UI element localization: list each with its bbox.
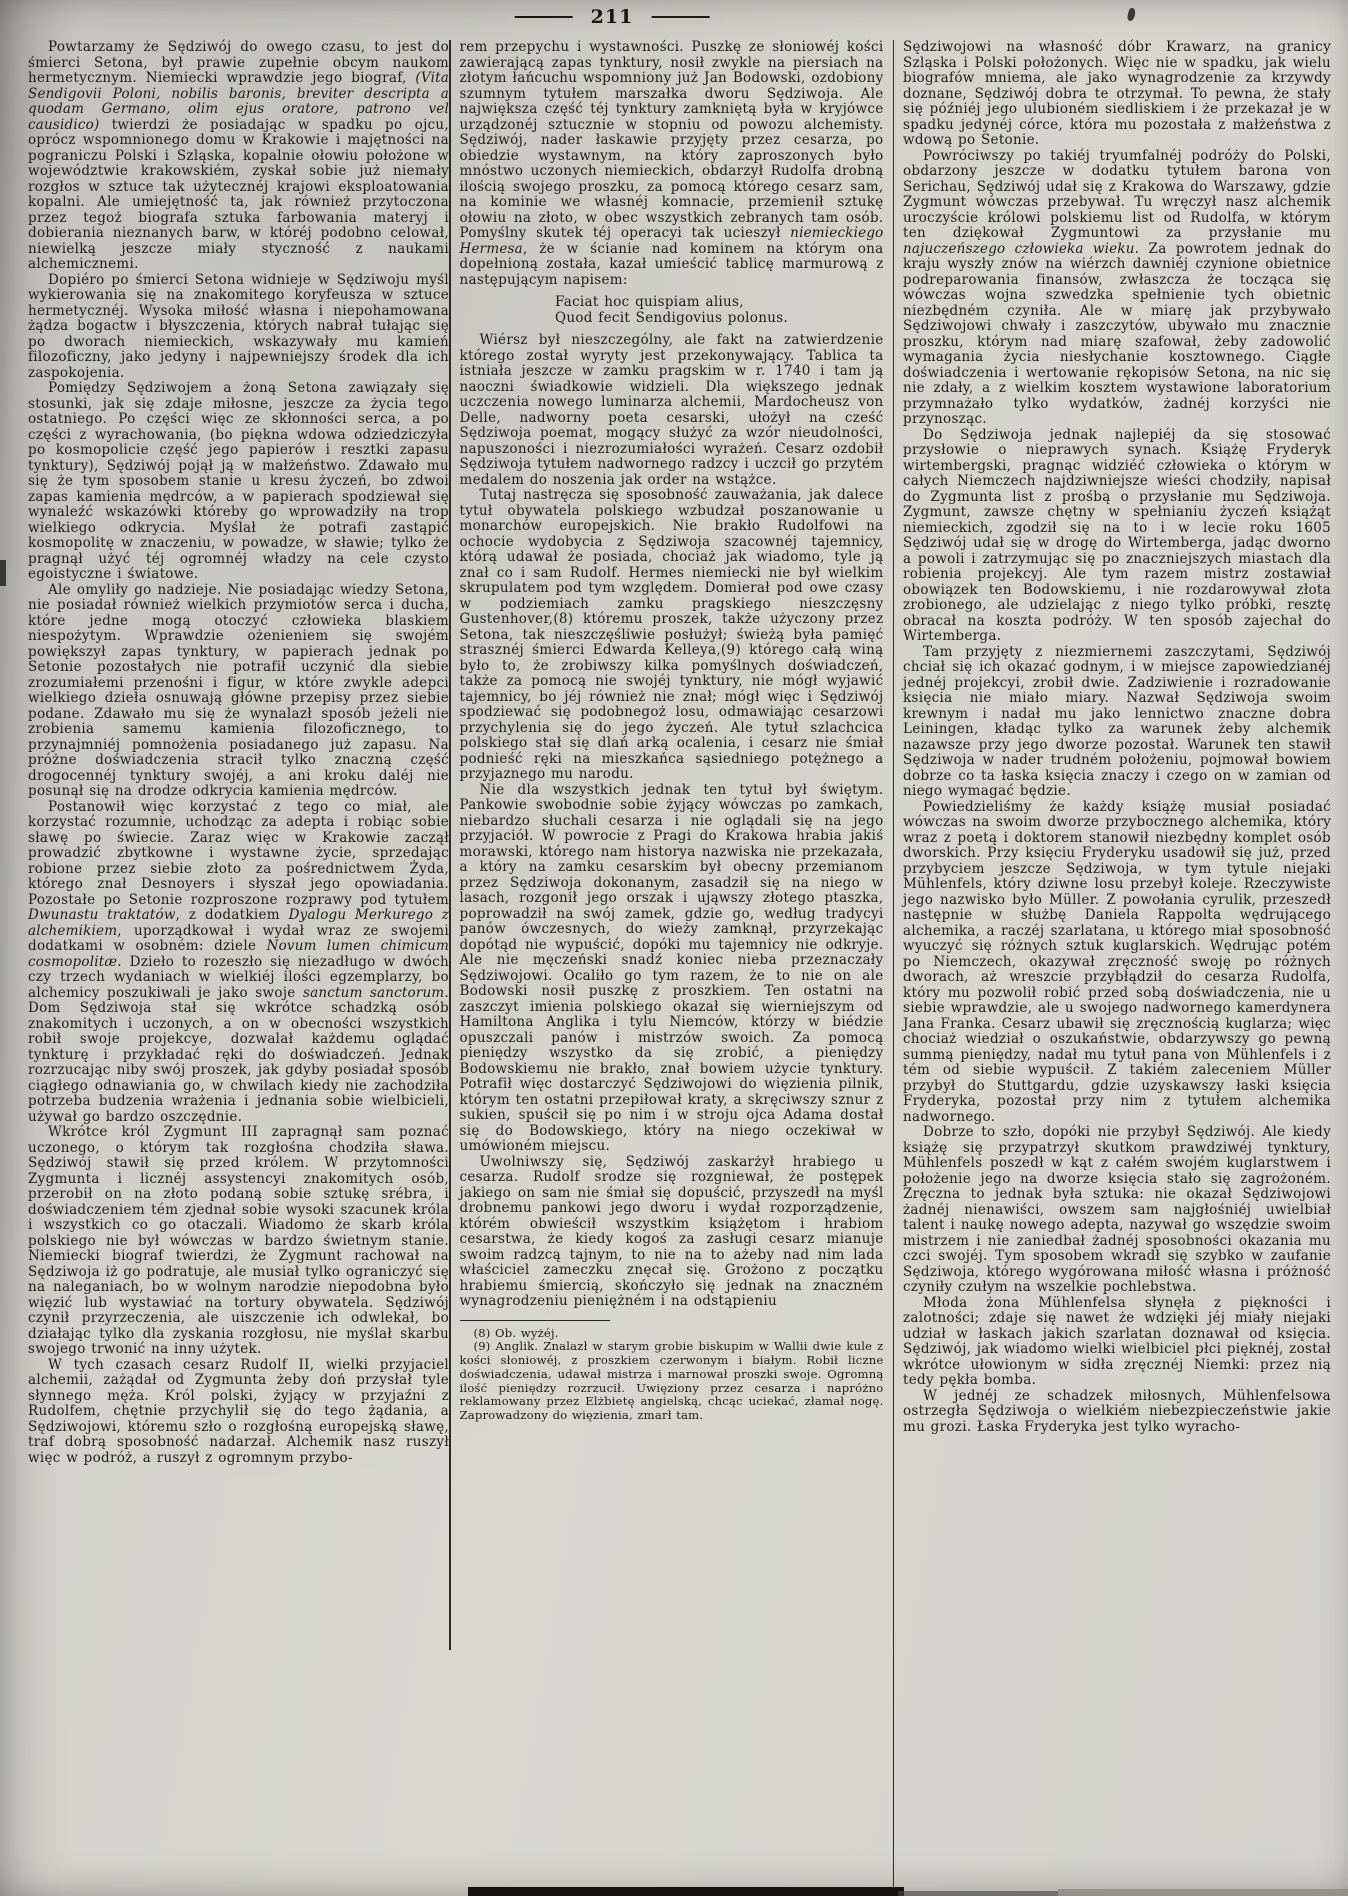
italic-text-run: (Vita Sendigovii Poloni, nobilis baronis, breviter descripta a quodam Germano, olim ejus oratore, patrono vel causidico) [28, 70, 449, 133]
paragraph [903, 1125, 1331, 1296]
paragraph [903, 645, 1331, 800]
paragraph [903, 149, 1331, 428]
scan-artifact [898, 1891, 1058, 1896]
paragraph [460, 488, 884, 783]
ink-speck [1127, 7, 1137, 21]
text-run: Do Sędziwoja jednak najlepiéj da się stosować przysłowie o nieprawych synach. Książę Fryderyk wirtembergski, pragnąc widziéć człowieka o którym w całych Niemczech najdziwniejsze wieści chodziły, napisał do Zygmunta list z prośbą o przysłanie mu Sędziwoja. Zygmunt, zawsze chętny w spełnianiu życzeń książąt niemieckich, zgodził się na to i w lecie roku 1605 Sędziwój udał się w drogę do Wirtemberga, jadąc dworno a powoli i zatrzymując się po znaczniejszych miastach dla robienia projekcyj. Ale tym razem mistrz zostawiał obowiązek ten Bodowskiemu, i nie rozdarowywał złota zrobionego, ale udzielając z niego tylko próbki, resztę obracał na koszta podróży. W ten sposób zajechał do Wirtemberga. [903, 426, 1331, 644]
text-run: Dobrze to szło, dopóki nie przybył Sędziwój. Ale kiedy książę się przypatrzył skutkom prawdziwéj tynktury, Mühlenfels poszedł w kąt z całém swojém kuglarstwem i położenie jego na dworze księcia stało się zagrożoném. Zręczna to jednak była sztuka: nie okazał Sędziwojowi żadnéj nienawiści, owszem sam najgłośniéj uwielbiał talent i naukę nowego adepta, nazywał go wszędzie swoim mistrzem i nie zaniedbał żadnéj sposobności okazania mu czci swojéj. Tym sposobem wkradł się szybko w zaufanie Sędziwoja, którego wygórowana miłość własna i próżność czyniły czułym na wszelkie pochlebstwa. [903, 1124, 1331, 1295]
text-run: , że w ścianie nad kominem na którym ona dopełnioną została, kazał umieścić tablicę marmurową z następującym napisem: [459, 240, 884, 288]
text-columns [28, 40, 1331, 1890]
paragraph [28, 800, 449, 1126]
text-run: . Za powrotem jednak do kraju wyszły znów na wiérzch dawniéj czynione obietnice podreparowania finansów, zwłaszcza że tocząca się wówczas wojna szwedzka spełnienie tych obietnic niezbędném czyniła. Ale w miarę jak przybywało Sędziwojowi chwały i zaszczytów, ubywało mu znacznie proszku, którym nad miarę szafował, żeby zadowolić wymagania życia niesłychanie kosztownego. Ciągłe doświadczenia i wertowanie rękopisów Setona, na nic się nie zdały, a z wielkim kosztem wystawione laboratorium przymnażało tylko wydatków, żadnéj korzyści nie przynosząc. [903, 240, 1331, 427]
text-run: Powtarzamy że Sędziwój do owego czasu, to jest do śmierci Setona, był prawie zupełnie obcym naukom hermetycznym. Niemiecki wprawdzie jego biograf, [28, 39, 449, 86]
header-rule-right [651, 16, 709, 18]
text-column-1 [28, 40, 449, 1466]
text-run: Tam przyjęty z niezmiernemi zaszczytami, Sędziwój chciał się ich okazać godnym, i w miejsce zapowiedzianéj jednéj projekcyi, zrobił dwie. Zadziwienie i rozradowanie księcia nie miało miary. Nazwał Sędziwoja swoim krewnym i nadał mu jako lennictwo znaczne dobra Leiningen, kładąc tylko za warunek żeby alchemik nazawsze przy jego dworze pozostał. Warunek ten stawił Sędziwoja w nader trudném położeniu, pojmował bowiem dobrze co ta łaska księcia znaczy i czego on w zamian od niego wymagać będzie. [903, 643, 1331, 799]
text-run: Powiedzieliśmy że każdy książę musiał posiadać wówczas na swoim dworze przybocznego alchemika, który wraz z poetą i doktorem stanowił niezbędny komplet osób dworskich. Przy księciu Fryderyku usadowił się już, przed przybyciem jeszcze Sędziwoja, w tym tytule niejaki Mühlenfels, który dziwne losu przebył koleje. Rzeczywiste jego nazwisko było Müller. Z powołania cyrulik, przeszedł następnie w służbę Daniela Rappolta wędrującego alchemika, a raczéj szarlatana, u którego miał sposobność wyuczyć się różnych sztuk kuglarskich. Wędrując potém po Niemczech, okazywał zręczność swoję po różnych dworach, aż wreszcie przybłądził do cesarza Rudolfa, który mu pozwolił robić przed sobą doświadczenia, nie u siebie wprawdzie, ale u swojego nadwornego kamerdynera Jana Franka. Cesarz ubawił się zręcznością kuglarza; więc chociaż wiedział o oszukaństwie, obdarzywszy go pewną summą pieniędzy, nadał mu tytuł pana von Mühlenfels i z tém od siebie wypuścił. Z takiém zaleceniem Müller przybył do Stuttgardu, gdzie uzyskawszy łaski księcia Fryderyka, pozostał przy nim z tytułem alchemika nadwornego. [903, 798, 1331, 1125]
text-run: Tutaj nastręcza się sposobność zauważania, jak dalece tytuł obywatela polskiego wzbudzał poszanowanie u monarchów europejskich. Nie brakło Rudolfowi na ochocie wydobycia z Sędziwoja szacownéj tajemnicy, którą udawał że posiada, chociaż jak wiadomo, tyle ją znał co i sam Rudolf. Hermes niemiecki nie był wielkim skrupulatem pod tym względem. Domierał pod owe czasy w podziemiach zamku pragskiego nieszczęsny Gustenhover,(8) któremu proszek, także użyczony przez Setona, tak nieszczęśliwie posłużył; świeżą była pamięć strasznéj śmierci Edwarda Kelleya,(9) którego całą winą było to, że zrobiwszy kilka pomyślnych doświadczeń, także za pomocą nie swojéj tynktury, nie mógł wyjawić tajemnicy, bo jéj również nie znał; mógł więc i Sędziwój spodziewać się podobnegoż losu, odmawiając cesarzowi przychylenia się do jego życzeń. Ale tytuł szlachcica polskiego stał się dlań arką ocalenia, i cesarz nie śmiał podnieść ręki na mieszkańca sąsiedniego potężnego a przyjaznego mu narodu. [459, 487, 884, 782]
italic-text-run: sanctum sanctorum [303, 984, 445, 1001]
page-number: 211 [590, 6, 634, 28]
footnote-rule [460, 1320, 610, 1321]
text-run: Sędziwojowi na własność dóbr Krawarz, na granicy Szląska i Polski położonych. Więc nie w spadku, jak wielu biografów mniema, ale jako wynagrodzenie za krzywdy doznane, Sędziwój dobra te otrzymał. To pewna, że stały się późniéj jego ulubioném siedliskiem i że przekazał je w spadku jedynéj córce, która mu pozostała z małżeństwa z wdową po Setonie. [903, 39, 1331, 148]
verse-line: Quod fecit Sendigovius polonus. [554, 309, 789, 326]
text-run: Młoda żona Mühlenfelsa słynęła z piękności i zalotności; zdaje się nawet że wdzięki jéj miały niejaki udział w łaskach jakich szarlatan doznawał od księcia. Sędziwój, jak wiadomo wielki wielbiciel płci pięknéj, został wkrótce ułowionym w sidła zręcznéj Niemki: przez nią tedy pękła bomba. [903, 1294, 1331, 1388]
italic-text-run: Dyalogu Merkurego z alchemikiem [28, 907, 449, 939]
scan-artifact [1058, 1889, 1348, 1896]
verse-line: Faciat hoc quispiam alius, [554, 294, 744, 310]
paragraph [28, 1125, 449, 1358]
text-run: , uporządkował i wydał wraz ze swojemi dodatkami w osobném: dziele [28, 922, 449, 954]
text-run: W jednéj ze schadzek miłosnych, Mühlenfelsowa ostrzegła Sędziwoja o wielkiém niebezpieczeństwie jakie mu grozi. Łaska Fryderyka jest tylko wyracho- [903, 1387, 1331, 1435]
footnote [460, 1340, 884, 1423]
paragraph [903, 1296, 1331, 1389]
text-run: (8) Ob. wyżéj. [473, 1325, 559, 1340]
paragraph [460, 1155, 884, 1310]
paragraph [460, 333, 884, 488]
italic-text-run: niemieckiego Hermesa [459, 225, 884, 257]
paragraph [28, 40, 449, 273]
text-run: Wiérsz był nieszczególny, ale fakt na zatwierdzenie którego został wyryty jest przekonywający. Tablica ta istniała jeszcze w zamku pragskim w r. 1740 i tam ją naoczni świadkowie widzieli. Dla większego jednak uczczenia nowego luminarza alchemii, Mardocheusz von Delle, nadworny poeta cesarski, ułożył na cześć Sędziwoja poemat, mogący służyć za wzór nieudolności, napuszoności i niezrozumiałości wyrażeń. Cesarz ozdobił Sędziwoja tytułem nadwornego radzcy i uczcił go przytém medalem do noszenia jak order na wstążce. [459, 332, 884, 488]
text-column-2 [451, 40, 893, 1423]
scan-artifact [468, 1887, 904, 1896]
paragraph [28, 273, 449, 382]
text-run: rem przepychu i wystawności. Puszkę ze słoniowéj kości zawierającą zapas tynktury, nosił zwykle na piersiach na złotym łańcuchu wspomniony już Jan Bodowski, ozdobiony szumnym tytułem marszałka dworu Sędziwoja. Ale największa część téj tynktury zamkniętą była w kryjówce urządzonéj sztucznie w stopniu od powozu alchemisty. Sędziwój, nader łaskawie przyjęty przez cesarza, po obiedzie wystawnym, na który zaproszonych było mnóstwo uczonych niemieckich, obdarzył Rudolfa drobną ilością swojego proszku, za pomocą którego cesarz sam, na kominie we własnéj komnacie, przemienił sztukę ołowiu na złoto, w obec wszystkich zebranych tam osób. Pomyślny skutek téj operacyi tak ucieszył [459, 39, 884, 241]
paragraph [903, 428, 1331, 645]
text-run: Ale omyliły go nadzieje. Nie posiadając wiedzy Setona, nie posiadał również wielkich przymiotów serca i ducha, które jedne mogą otoczyć człowieka blaskiem niespożytym. Wprawdzie ożenieniem się swojém powiększył zapas tynktury, w papierach jednak po Setonie pozostałych nie potrafił uczynić dla siebie zrozumiałemi przenośni i figur, w które zwykle adepci wielkiego dzieła osnuwają główne przepisy przez siebie podane. Zdawało mu się że wynalazł sposób jeżeli nie zrobienia samemu kamienia filozoficznego, to przynajmniéj pomnożenia posiadanego już zapasu. Na próżne doświadczenia stracił tylko znaczną część drogocennéj tynktury swojéj, a ani kroku daléj nie posunął się na drodze odkrycia kamienia mędrców. [28, 581, 449, 799]
paragraph [28, 381, 449, 583]
text-run: twierdzi że posiadając w spadku po ojcu, oprócz wspomnionego domu w Krakowie i majętności na pograniczu Polski i Szląska, kopalnie ołowiu położone w województwie krakowskiém, zyskał sobie już niemały rozgłos w sztuce tak użytecznéj krajowi eksploatowania kopalni. Ale umiejętność ta, jak również przytoczona przez tegoż biografa sztuka farbowania materyj i dobierania nieznanych barw, w któréj podobno celował, niewielką jeszcze miały styczność z naukami alchemicznemi. [28, 116, 449, 272]
paragraph [903, 40, 1331, 149]
paragraph [903, 800, 1331, 1126]
text-run: Pomiędzy Sędziwojem a żoną Setona zawiązały się stosunki, jak się zdaje miłosne, jeszcze za życia tego ostatniego. Po części więc ze skłonności serca, a po części z wyrachowania, (bo piękna wdowa odziedziczyła po kosmopolicie część jego papierów i resztki zapasu tynktury), Sędziwój pojął ją w małżeństwo. Zdawało mu się że tym sposobem stanie u kresu życzeń, bo zdwoi zapas kamienia mędrców, a w papierach spodziewał się wynaleźć wskazówki któreby go wprowadziły na trop wielkiego odkrycia. Myślał że potrafi zastąpić kosmopolitę w znaczeniu, w powadze, w sławie; tylko że pragnął użyć téj ogromnéj władzy na cele czysto egoistyczne i światowe. [28, 380, 449, 582]
text-run: Postanowił więc korzystać z tego co miał, ale korzystać rozumnie, uchodząc za adepta i robiąc sobie sławę po świecie. Zaraz więc w Krakowie zaczął prowadzić zbytkowne i wystawne życie, sprzedając robione przez siebie złoto za pośrednictwem Żyda, którego znał Desnoyers i słyszał jego opowiadania. Pozostałe po Setonie rozproszone rozprawy pod tytułem [28, 798, 449, 908]
text-run: W tych czasach cesarz Rudolf II, wielki przyjaciel alchemii, zażądał od Zygmunta żeby doń przysłał tyle słynnego męża. Król polski, żyjący w przyjaźni z Rudolfem, chętnie przychylił się do tego żądania, a Sędziwojowi, któremu szło o rozgłośną europejską sławę, traf dobrą sposobność nadarzał. Alchemik nasz ruszył więc w podróż, a ruszył z ogromnym przybo- [28, 1356, 449, 1466]
text-run: Dopiéro po śmierci Setona widnieje w Sędziwoju myśl wykierowania się na znakomitego koryfeusza w sztuce hermetycznéj. Wysoka miłość własna i niepohamowana żądza bogactw i błyszczenia, których nabrał tułając się po dworach niemieckich, wskazywały mu kamień filozoficzny, jako jedyny i najpewniejszy środek dla ich zaspokojenia. [28, 271, 449, 381]
text-run: Powróciwszy po takiéj tryumfalnéj podróży do Polski, obdarzony jeszcze w dodatku tytułem barona von Serichau, Sędziwój udał się z Krakowa do Warszawy, gdzie Zygmunt wówczas przebywał. Tu wręczył nasz alchemik uroczyście królowi polskiemu list od Rudolfa, w którym ten dziękował Zygmuntowi za przysłanie mu [903, 147, 1331, 241]
text-run: (9) Anglik. Znalazł w starym grobie biskupim w Wallii dwie kule z kości słoniowéj, z proszkiem czerwonym i białym. Robił liczne doświadczenia, udawał mistrza i marnował proszki swoje. Ogromną ilość pieniędzy rozrzucił. Uwięziony przez cesarza i napróżno reklamowany przez Elżbietę angielską, chcąc uciekać, złamał nogę. Zaprowadzony do więzienia, zmarł tam. [459, 1339, 884, 1423]
text-run: Uwolniwszy się, Sędziwój zaskarżył hrabiego u cesarza. Rudolf srodze się rozgniewał, że postępek jakiego on sam nie śmiał się dopuścić, przyszedł na myśl drobnemu pankowi jego dworu i wydał rozporządzenie, którém obwieścił wszystkim książętom i hrabiom cesarstwa, że kiedy kogoś za zasługi cesarz mianuje swoim radzcą tajnym, to nie na to ażeby nad nim lada właściciel zameczku znęcał się. Grożono z początku hrabiemu śmiercią, skończyło się jednak na znaczném wynagrodzeniu pieniężném i na odstąpieniu [459, 1153, 884, 1309]
page-header [515, 6, 710, 28]
italic-text-run: najuczeńszego człowieka wieku [903, 240, 1135, 257]
text-column-3 [894, 40, 1331, 1435]
text-run: Nie dla wszystkich jednak ten tytuł był świętym. Pankowie swobodnie sobie żyjący wówczas po zamkach, niebardzo słuchali cesarza i nie oglądali się na jego przyjaciół. W powrocie z Pragi do Krakowa hrabia jakiś morawski, którego nam historya nazwiska nie przekazała, a który na zamku cesarskim był obecny przemianom przez Sędziwoja dokonanym, zasadził się na niego w lasach, rozgonił jego orszak i ująwszy złotego ptaszka, poprowadził na swój zamek, gdzie go, według tradycyi panów ówczesnych, do wieży zamknął, przyrzekając dopótąd nie wypuścić, dopóki mu tajemnicy nie odkryje. Ale nie męczeński snadź koniec nieba przeznaczały Sędziwojowi. Ocaliło go tym razem, że to nie on ale Bodowski nosił puszkę z proszkiem. Ten ostatni na zaszczyt imienia polskiego okazał się wierniejszym od Hamiltona Anglika i tylu Niemców, którzy w biédzie opuszczali panów i mistrzów swoich. Za pomocą pieniędzy wszystko da się zrobić, a pieniędzy Bodowskiemu nie brakło, znał bowiem użycie tynktury. Potrafił więc dostarczyć Sędziwojowi do więzienia pilnik, którym ten ostatni przepiłował kraty, a skręciwszy sznur z sukien, spuścił się po nim i w stroju ojca Adama dostał się do Bodowskiego, który na niego oczekiwał w umówioném miejscu. [459, 781, 884, 1154]
text-run: , z dodatkiem [175, 907, 289, 923]
paragraph [28, 1358, 449, 1467]
ink-speck [0, 560, 6, 586]
text-run: . Dzieło to rozeszło się niezadługo w dwóch czy trzech wydaniach w wielkiéj ilości egzemplarzy, bo alchemicy poszukiwali je jako swoje [28, 953, 449, 1001]
text-run: Wkrótce król Zygmunt III zapragnął sam poznać uczonego, o którym tak rozgłośna chodziła sława. Sędziwój stawił się przed królem. W przytomności Zygmunta i licznéj assystencyi znakomitych osób, przerobił on na złoto podaną sobie sztukę srébra, i doświadczeniem tém zjednał sobie wysoki szacunek króla i wszystkich co go otaczali. Wiadomo że skarb króla polskiego nie był wówczas w bardzo świetnym stanie. Niemiecki biograf twierdzi, że Zygmunt rachował na Sędziwoja iż go podratuje, ale musiał tylko ograniczyć się na naleganiach, bo w wolnym narodzie niepodobna było więzić lub wystawiać na tortury obywatela. Sędziwój czynił przyrzeczenia, ale uiszczenie ich odwlekał, bo działając tylko dla zyskania rozgłosu, nie myślał skarbu swojego trwonić na inny użytek. [28, 1124, 449, 1357]
latin-verse [555, 295, 788, 326]
italic-text-run: Dwunastu traktatów [28, 907, 176, 923]
text-run: . Dom Sędziwoja stał się wkrótce schadzką osób znakomitych i uczonych, a on w obecności wszystkich robił swoje projekcye, dozwalał każdemu oglądać tynkturę i przykładać ręki do doświadczeń. Jednak rozrzucając niby swój proszek, jak gdyby posiadał sposób ciągłego odnawiania go, w chwilach kiedy nie zachodziła potrzeba budzenia wrażenia i jednania sobie wielbicieli, używał go bardzo oszczędnie. [28, 984, 450, 1125]
italic-text-run: Novum lumen chimicum cosmopolitæ [28, 938, 449, 970]
paragraph [460, 783, 884, 1155]
paragraph [903, 1389, 1331, 1436]
footnote [460, 1327, 884, 1341]
paragraph [460, 40, 884, 288]
header-rule-left [515, 16, 573, 18]
paragraph [28, 583, 449, 800]
